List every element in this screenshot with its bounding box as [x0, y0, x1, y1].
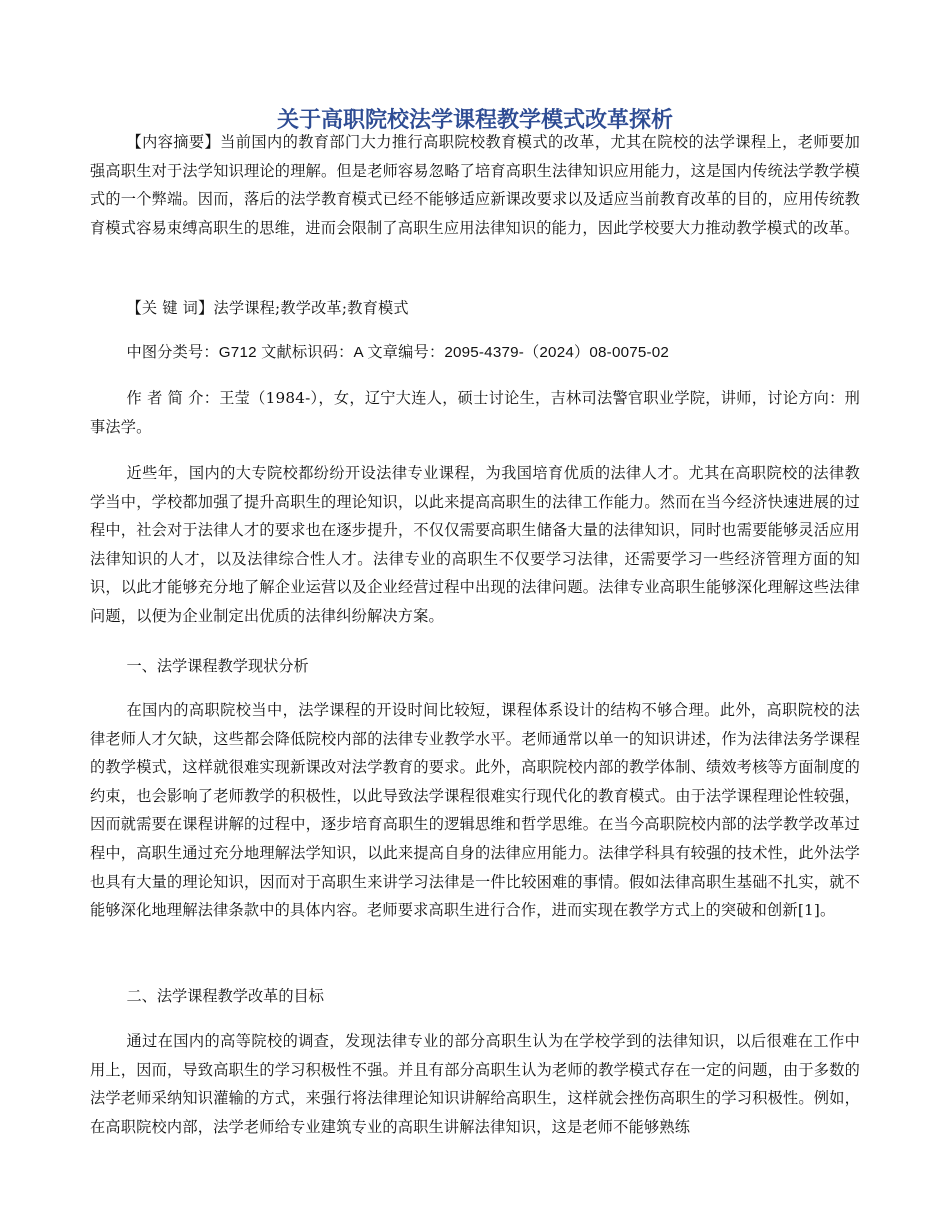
- author-intro: 作 者 简 介：王莹（1984-），女，辽宁大连人，硕士讨论生，吉林司法警官职业学院，讲师，讨论方向：刑事法学。: [90, 389, 860, 436]
- abstract-text: 【内容摘要】当前国内的教育部门大力推行高职院校教育模式的改革，尤其在院校的法学课程上，老师要加强高职生对于法学知识理论的理解。但是老师容易忽略了培育高职生法律知识应用能力，这是国内传统法学教学模式的一个弊端。因而，落后的法学教育模式已经不能够适应新课改要求以及适应当前教育改革的目的，应用传统教育模式容易束缚高职生的思维，进而会限制了高职生应用法律知识的能力，因此学校要大力推动教学模式的改革。: [90, 133, 860, 237]
- abstract-paragraph: [90, 128, 860, 242]
- section-2-body: 通过在国内的高等院校的调查，发现法律专业的部分高职生认为在学校学到的法律知识，以后很难在工作中用上，因而，导致高职生的学习积极性不强。并且有部分高职生认为老师的教学模式存在一定的问题，由于多数的法学老师采纳知识灌输的方式，来强行将法律理论知识讲解给高职生，这样就会挫伤高职生的学习积极性。例如，在高职院校内部，法学老师给专业建筑专业的高职生讲解法律知识，这是老师不能够熟练: [90, 1032, 860, 1136]
- section-2-heading: 二、法学课程教学改革的目标: [126, 987, 324, 1005]
- keywords-line: 【关 键 词】法学课程;教学改革;教育模式: [126, 299, 409, 317]
- classification-line: 中图分类号：G712 文献标识码：A 文章编号：2095-4379-（2024）08-0075-02: [126, 344, 670, 361]
- article-title: 关于高职院校法学课程教学模式改革探析: [276, 107, 673, 133]
- section-1-body: 在国内的高职院校当中，法学课程的开设时间比较短，课程体系设计的结构不够合理。此外，高职院校的法律老师人才欠缺，这些都会降低院校内部的法律专业教学水平。老师通常以单一的知识讲述，作为法律法务学课程的教学模式，这样就很难实现新课改对法学教育的要求。此外，高职院校内部的教学体制、绩效考核等方面制度的约束，也会影响了老师教学的积极性，以此导致法学课程很难实行现代化的教育模式。由于法学课程理论性较强，因而就需要在课程讲解的过程中，逐步培育高职生的逻辑思维和哲学思维。在当今高职院校内部的法学教学改革过程中，高职生通过充分地理解法学知识，以此来提高自身的法律应用能力。法律学科具有较强的技术性，此外法学也具有大量的理论知识，因而对于高职生来讲学习法律是一件比较困难的事情。假如法律高职生基础不扎实，就不能够深化地理解法律条款中的具体内容。老师要求高职生进行合作，进而实现在教学方式上的突破和创新[1]。: [90, 701, 860, 920]
- section-1-heading: 一、法学课程教学现状分析: [126, 657, 309, 675]
- intro-paragraph: 近些年，国内的大专院校都纷纷开设法律专业课程，为我国培育优质的法律人才。尤其在高职院校的法律教学当中，学校都加强了提升高职生的理论知识，以此来提高高职生的法律工作能力。然而在当今经济快速进展的过程中，社会对于法律人才的要求也在逐步提升，不仅仅需要高职生储备大量的法律知识，同时也需要能够灵活应用法律知识的人才，以及法律综合性人才。法律专业的高职生不仅要学习法律，还需要学习一些经济管理方面的知识，以此才能够充分地了解企业运营以及企业经营过程中出现的法律问题。法律专业高职生能够深化理解这些法律问题，以便为企业制定出优质的法律纠纷解决方案。: [90, 464, 860, 625]
